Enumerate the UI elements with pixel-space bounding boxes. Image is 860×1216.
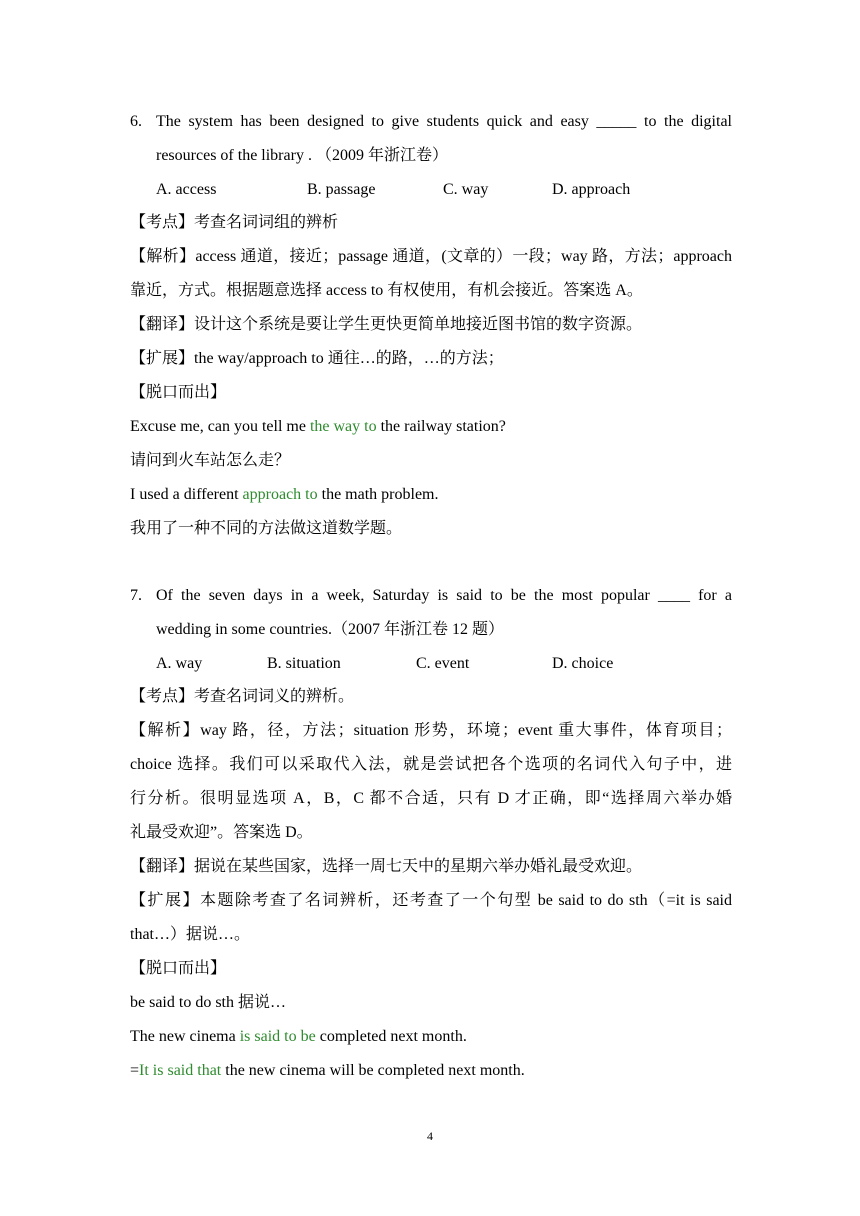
example-highlight: approach to [242,486,318,503]
question-7-example-1 [130,1027,732,1047]
question-6-number: 6. [130,113,142,130]
question-7-fanyi: 【翻译】据说在某些国家，选择一周七天中的星期六举办婚礼最受欢迎。 [130,858,643,875]
question-7-option-d: D. choice [552,655,614,672]
example-text: = [130,1062,140,1079]
question-7-option-c: C. event [416,655,470,672]
question-6-option-a: A. access [156,181,217,198]
question-6-kaodian: 【考点】考查名词词组的辨析 [130,214,339,231]
example-text: completed next month. [315,1028,467,1045]
question-6-tuokou-heading: 【脱口而出】 [130,384,227,401]
question-6-stem-line1: The system has been designed to give students quick and easy _____ to the digital [156,113,732,130]
question-7-stem-line1: Of the seven days in a week, Saturday is said to be the most popular ____ for a [156,587,732,604]
question-6-example-2-translation: 我用了一种不同的方法做这道数学题。 [130,520,403,537]
question-6-example-1 [130,417,732,437]
page-number: 4 [427,1129,433,1143]
example-highlight: the way to [309,418,377,435]
question-7-kaodian: 【考点】考查名词词义的辨析。 [130,688,355,705]
question-7-stem-line2: wedding in some countries.（2007 年浙江卷 12 题） [156,621,504,638]
example-highlight: It is said that [139,1062,222,1079]
question-6-jiexi-line1: 【解析】access 通道，接近；passage 通道，(文章的）一段；way 路，方法；approach [130,248,732,265]
question-7-phrase: be said to do sth 据说… [130,994,286,1011]
example-text: the railway station? [376,418,506,435]
question-6-option-b: B. passage [307,181,376,198]
question-6-fanyi: 【翻译】设计这个系统是要让学生更快更简单地接近图书馆的数字资源。 [130,316,643,333]
example-text: I used a different [130,486,243,503]
question-7-kuozhan-line1: 【扩展】本题除考查了名词辨析，还考查了一个句型 be said to do sth（=it is said [130,892,732,909]
question-6-stem-line2: resources of the library . （2009 年浙江卷） [156,147,448,164]
example-text: Excuse me, can you tell me [130,418,310,435]
question-6-option-d: D. approach [552,181,631,198]
example-text: the math problem. [317,486,439,503]
example-text: the new cinema will be completed next month. [221,1062,525,1079]
question-7-kuozhan-line2: that…）据说…。 [130,926,250,943]
example-highlight: is said to be [239,1028,316,1045]
question-7-option-b: B. situation [267,655,341,672]
question-7-jiexi-line4: 礼最受欢迎”。答案选 D。 [130,824,313,841]
question-7-number: 7. [130,587,142,604]
question-7-option-a: A. way [156,655,203,672]
question-6-option-c: C. way [443,181,489,198]
question-7-jiexi-line3: 行分析。很明显选项 A，B，C 都不合适，只有 D 才正确，即“选择周六举办婚 [130,790,732,807]
question-7-example-2 [130,1061,732,1081]
question-6-example-2 [130,485,732,505]
question-6-jiexi-line2: 靠近，方式。根据题意选择 access to 有权使用，有机会接近。答案选 A。 [130,282,643,299]
question-6-kuozhan: 【扩展】the way/approach to 通往…的路，…的方法； [130,350,504,367]
question-7-tuokou-heading: 【脱口而出】 [130,960,227,977]
example-text: The new cinema [130,1028,240,1045]
question-7-jiexi-line1: 【解析】way 路，径，方法；situation 形势，环境；event 重大事件，体育项目； [130,722,732,739]
question-6-example-1-translation: 请问到火车站怎么走？ [130,452,291,469]
question-7-jiexi-line2: choice 选择。我们可以采取代入法，就是尝试把各个选项的名词代入句子中，进 [130,756,732,773]
